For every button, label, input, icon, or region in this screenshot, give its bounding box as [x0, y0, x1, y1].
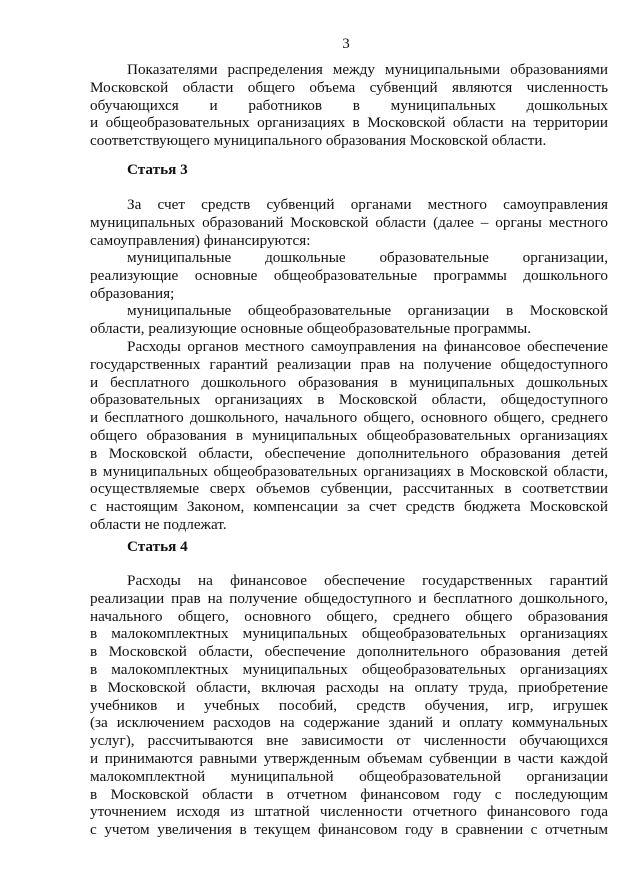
text-line: в Московской области, обеспечение дополнительного образования детей [90, 444, 608, 462]
text-line: соответствующего муниципального образования Московской области. [90, 132, 547, 150]
text-line: малокомплектной муниципальной общеобразовательной организации [90, 767, 608, 785]
text-line: в муниципальных общеобразовательных организациях в Московской области, [90, 462, 608, 480]
text-line: образовательных организациях в Московской области, общедоступного [90, 391, 608, 409]
article-4-paragraph-1 [90, 572, 608, 839]
text-line: в малокомплектных муниципальных общеобразовательных организациях [90, 660, 608, 678]
text-line: Расходы на финансовое обеспечение государственных гарантий [127, 572, 608, 589]
text-line: (за исключением расходов на содержание зданий и оплату коммунальных [90, 714, 608, 732]
text-line: образования; [90, 284, 175, 302]
text-line: уточнением исходя из штатной численности отчетного финансового года [90, 803, 608, 821]
text-line: обучающихся и работников в муниципальных дошкольных [90, 96, 608, 114]
text-line: области, реализующие основные общеобразовательные программы. [90, 319, 532, 337]
text-line: с настоящим Законом, компенсации за счет средств бюджета Московской [90, 498, 608, 516]
text-line: в Московской области, обеспечение дополнительного образования детей [90, 643, 608, 661]
text-line: реализации прав на получение общедоступного и бесплатного дошкольного, [90, 589, 608, 607]
text-line: осуществляемые сверх объемов субвенции, рассчитанных в соответствии [90, 480, 608, 498]
text-line: Показателями распределения между муниципальными образованиями [127, 61, 608, 78]
text-line: самоуправления) финансируются: [90, 231, 311, 249]
text-line: Расходы органов местного самоуправления на финансовое обеспечение [127, 338, 608, 355]
text-line: и принимаются равными утвержденным объемам субвенции в части каждой [90, 749, 608, 767]
page-number: 3 [342, 36, 350, 52]
text-line: реализующие основные общеобразовательные программы дошкольного [90, 266, 608, 284]
text-line: Московской области общего объема субвенций являются численность [90, 78, 608, 96]
text-line: муниципальные общеобразовательные организации в Московской [127, 302, 608, 319]
article-3-paragraph-2 [90, 249, 608, 302]
text-line: и бесплатного дошкольного образования в муниципальных дошкольных [90, 373, 608, 391]
article-3-paragraph-3 [90, 302, 608, 338]
text-line: государственных гарантий реализации прав на получение общедоступного [90, 355, 608, 373]
article-3-paragraph-1 [90, 196, 608, 249]
text-line: с учетом увеличения в текущем финансовом году в сравнении с отчетным [90, 821, 608, 839]
text-line: услуг), рассчитываются вне зависимости от численности обучающихся [90, 732, 608, 750]
article-3-paragraph-4 [90, 338, 608, 534]
article-3-heading: Статья 3 [127, 161, 188, 178]
text-line: области не подлежат. [90, 515, 227, 533]
text-line: в Московской области, включая расходы на оплату труда, приобретение [90, 678, 608, 696]
text-line: и общеобразовательных организациях в Московской области на территории [90, 114, 608, 132]
text-line: в Московской области в отчетном финансовом году с последующим [90, 785, 608, 803]
article-4-heading: Статья 4 [127, 538, 188, 555]
text-line: в малокомплектных муниципальных общеобразовательных организациях [90, 625, 608, 643]
text-line: муниципальных образований Московской области (далее – органы местного [90, 213, 608, 231]
text-line: общего образования в муниципальных общеобразовательных организациях [90, 426, 608, 444]
text-line: и бесплатного дошкольного, начального общего, основного общего, среднего [90, 409, 608, 427]
text-line: начального общего, основного общего, среднего общего образования [90, 607, 608, 625]
text-line: учебников и учебных пособий, средств обучения, игр, игрушек [90, 696, 608, 714]
text-line: За счет средств субвенций органами местного самоуправления [127, 196, 608, 213]
text-line: муниципальные дошкольные образовательные организации, [127, 249, 608, 266]
intro-paragraph [90, 61, 608, 150]
